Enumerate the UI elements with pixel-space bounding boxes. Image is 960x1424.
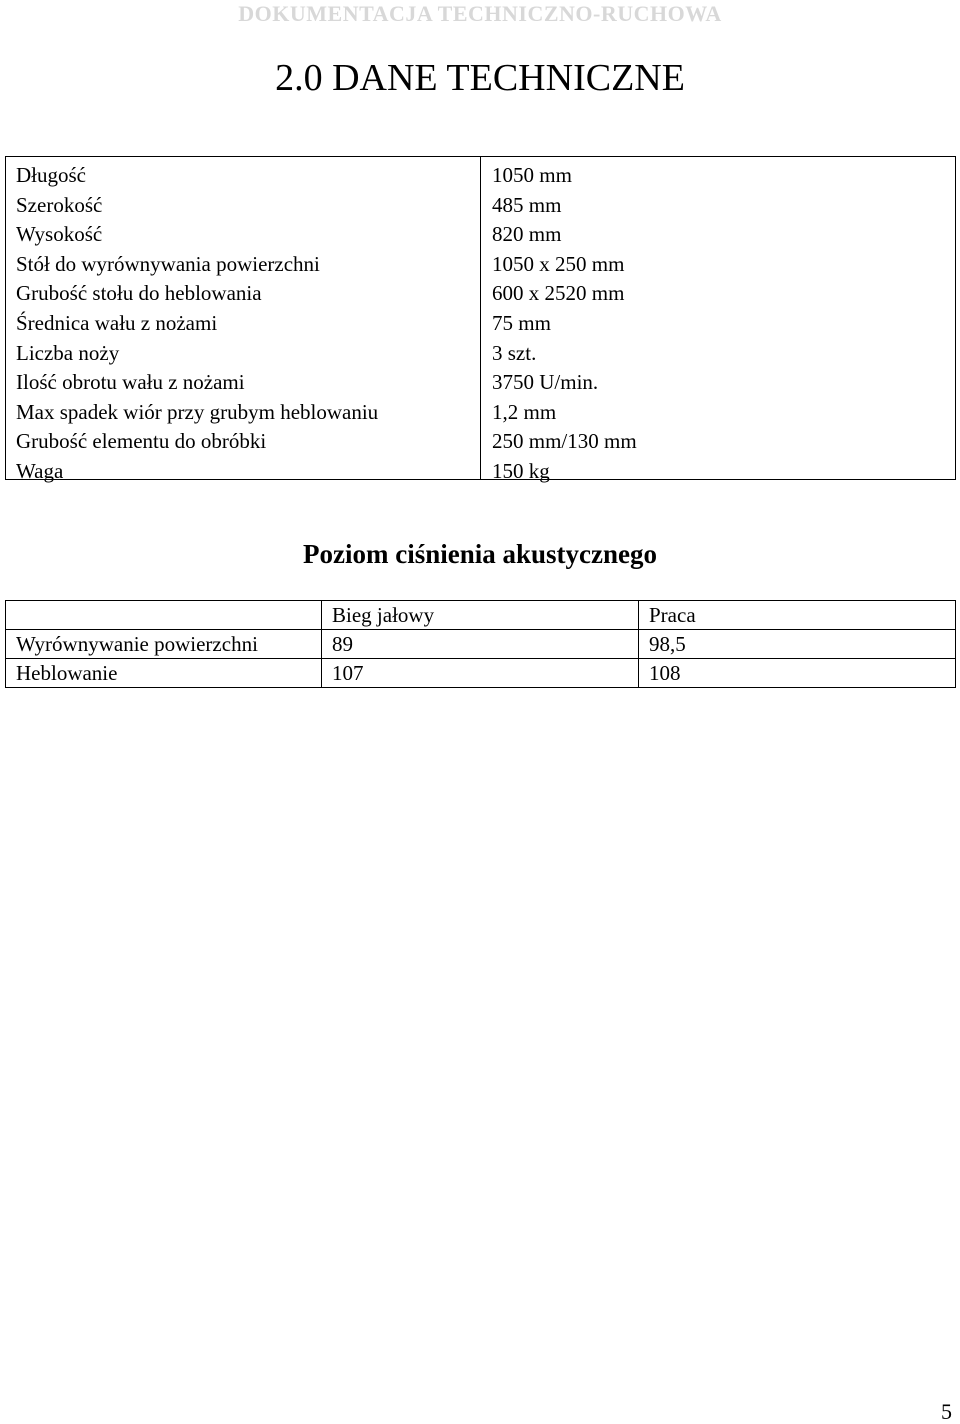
- specs-table: [5, 156, 956, 483]
- specs-values-column: [481, 157, 955, 483]
- table-cell-label: Heblowanie: [6, 659, 322, 688]
- table-header-cell: Bieg jałowy: [322, 601, 639, 630]
- table-row: [6, 659, 956, 688]
- table-cell-label: Wyrównywanie powierzchni: [6, 630, 322, 659]
- noise-table: [5, 600, 956, 688]
- table-cell: 89: [322, 630, 639, 659]
- spec-label: Liczba noży: [16, 340, 120, 365]
- spec-value: 600 x 2520 mm: [492, 281, 625, 306]
- spec-label: Długość: [16, 163, 86, 187]
- spec-value: 1,2 mm: [492, 399, 557, 424]
- spec-label: Max spadek wiór przy grubym heblowaniu: [16, 399, 379, 424]
- spec-label: Stół do wyrównywania powierzchni: [16, 251, 320, 276]
- table-header-row: [6, 601, 956, 630]
- spec-value: 3750 U/min.: [492, 370, 599, 395]
- spec-value: 3 szt.: [492, 340, 537, 365]
- spec-value: 150 kg: [492, 458, 550, 483]
- table-header-cell-empty: [6, 601, 322, 630]
- spec-label: Szerokość: [16, 192, 103, 217]
- running-head: DOKUMENTACJA TECHNICZNO-RUCHOWA: [238, 1, 722, 26]
- table-row: [6, 630, 956, 659]
- specs-labels-column: [6, 157, 481, 483]
- spec-label: Waga: [16, 458, 64, 483]
- table-header-cell: Praca: [639, 601, 956, 630]
- spec-label: Grubość stołu do heblowania: [16, 281, 262, 306]
- spec-value: 75 mm: [492, 310, 551, 335]
- spec-value: 485 mm: [492, 192, 562, 217]
- spec-value: 1050 mm: [492, 163, 572, 187]
- table-cell: 98,5: [639, 630, 956, 659]
- spec-value: 1050 x 250 mm: [492, 251, 625, 276]
- spec-label: Średnica wału z nożami: [16, 310, 218, 335]
- spec-value: 250 mm/130 mm: [492, 429, 637, 454]
- table-cell: 108: [639, 659, 956, 688]
- spec-label: Ilość obrotu wału z nożami: [16, 370, 245, 395]
- noise-section-title: Poziom ciśnienia akustycznego: [303, 539, 657, 569]
- spec-label: Wysokość: [16, 222, 103, 247]
- spec-label: Grubość elementu do obróbki: [16, 429, 267, 454]
- page-number: 5: [941, 1399, 952, 1424]
- section-title: 2.0 DANE TECHNICZNE: [275, 57, 685, 99]
- table-cell: 107: [322, 659, 639, 688]
- spec-value: 820 mm: [492, 222, 562, 247]
